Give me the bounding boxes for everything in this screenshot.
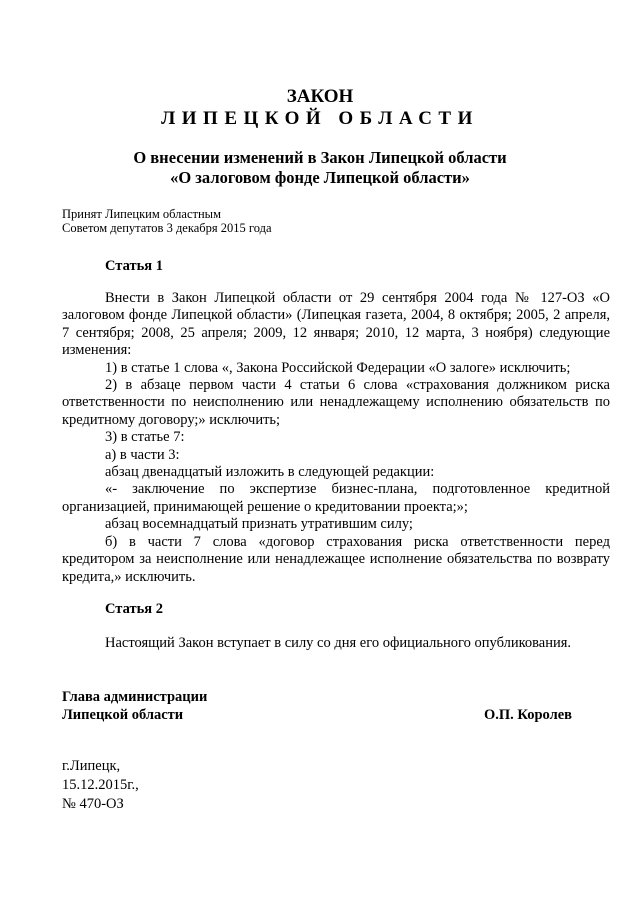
article-1-body (62, 290, 610, 586)
adoption-line-1: Принят Липецким областным (62, 207, 221, 221)
law-number: № 470-ОЗ (62, 796, 124, 812)
article-1-paragraph: 2) в абзаце первом части 4 статьи 6 слова «страхования должником риска ответственности по неисполнению или ненадлежащему исполнению обязательств по кредитному договору;» исключить; (62, 377, 610, 428)
article-1-heading: Статья 1 (105, 258, 163, 274)
publication-details (62, 757, 139, 814)
signatory-name: О.П. Королев (484, 707, 572, 723)
adoption-line-2: Советом депутатов 3 декабря 2015 года (62, 221, 272, 235)
article-2-heading: Статья 2 (105, 601, 163, 617)
article-1-paragraph: абзац восемнадцатый признать утратившим силу; (105, 516, 413, 533)
article-2-body (62, 635, 610, 652)
article-2-paragraph: Настоящий Закон вступает в силу со дня его официального опубликования. (105, 635, 572, 651)
signatory-position-line-1: Глава администрации (62, 689, 208, 705)
region-title: ЛИПЕЦКОЙ ОБЛАСТИ (161, 108, 479, 129)
article-1-paragraph: 3) в статье 7: (105, 429, 185, 446)
article-1-paragraph: абзац двенадцатый изложить в следующей редакции: (105, 464, 435, 481)
date-of-signing: 15.12.2015г., (62, 777, 139, 793)
subtitle-line-1: О внесении изменений в Закон Липецкой области (133, 148, 507, 167)
law-subject-title (0, 148, 640, 188)
article-1-paragraph: б) в части 7 слова «договор страхования риска ответственности перед кредитором за неисполнение или ненадлежащее исполнение обязательства по возврату кредита,» исключить. (62, 533, 610, 585)
document-type-title: ЗАКОН (286, 86, 354, 107)
article-1-paragraph: «- заключение по экспертизе бизнес-плана, подготовленное кредитной организацией, принимающей решение о кредитовании проекта;»; (62, 481, 610, 515)
signatory-position-line-2: Липецкой области (62, 707, 184, 723)
subtitle-line-2: «О залоговом фонде Липецкой области» (170, 168, 470, 187)
article-1-paragraph: а) в части 3: (105, 446, 180, 463)
place-of-signing: г.Липецк, (62, 758, 121, 774)
article-1-paragraph: Внести в Закон Липецкой области от 29 сентября 2004 года № 127-ОЗ «О залоговом фонде Липецкой области» (Липецкая газета, 2004, 8 октября; 2005, 2 апреля, 7 сентября; 2008, 25 апреля; 2009, 12 января; 2010, 12 марта, 3 ноября) следующие изменения: (62, 290, 610, 359)
adoption-note (62, 207, 422, 235)
article-1-paragraph: 1) в статье 1 слова «, Закона Российской Федерации «О залоге» исключить; (105, 359, 571, 376)
